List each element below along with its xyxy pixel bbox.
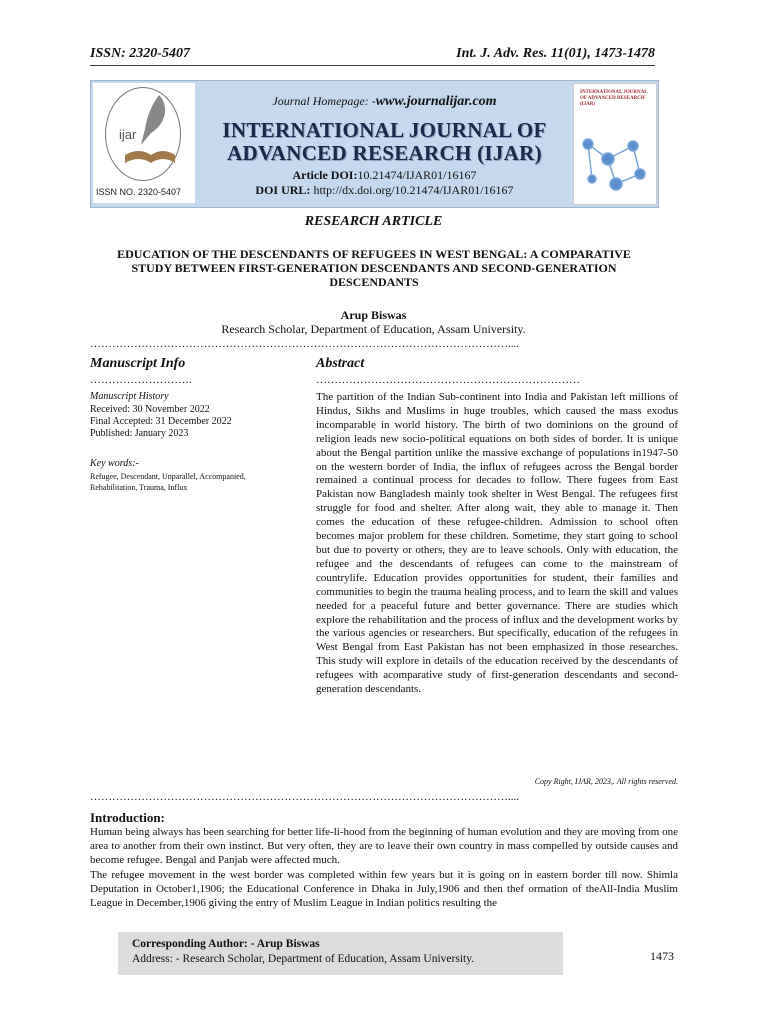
header-rule xyxy=(90,65,655,66)
homepage-label: Journal Homepage: - xyxy=(272,94,376,108)
molecule-icon xyxy=(578,124,652,202)
journal-title-line2: ADVANCED RESEARCH (IJAR) xyxy=(227,141,542,165)
logo-issn: ISSN NO. 2320-5407 xyxy=(96,187,182,197)
separator-top: …………………………………………………………………………………………………….... xyxy=(90,338,519,350)
introduction-heading: Introduction: xyxy=(90,810,165,825)
manuscript-info-heading: Manuscript Info xyxy=(90,356,186,371)
keywords: Refugee, Descendant, Unparallel, Accompanied, Rehabilitation, Trauma, Influx xyxy=(90,472,246,492)
journal-homepage xyxy=(196,94,573,110)
doi-block xyxy=(196,168,573,198)
intro-paragraph-2: The refugee movement in the west border was completed within few years but it is going on in eastern border till now. Shimla Deputation in October1,1906; the Educational Conference in Dhaka in July,1906 and then thef ormation of theAll-India Muslim League in December,1906 giving the entry of Muslim League in Indian politics resulting the xyxy=(90,868,678,910)
author-name: Arup Biswas xyxy=(340,308,407,322)
homepage-link[interactable]: www.journalijar.com xyxy=(375,94,497,109)
page-number: 1473 xyxy=(650,949,674,963)
manuscript-dates xyxy=(90,404,232,440)
journal-title-line1: INTERNATIONAL JOURNAL OF xyxy=(222,118,547,142)
received-date: Received: 30 November 2022 xyxy=(90,404,210,415)
manuscript-dots: ………………………. xyxy=(90,374,192,386)
copyright: Copy Right, IJAR, 2023,. All rights reserved. xyxy=(534,777,678,786)
corresponding-author-box xyxy=(118,932,563,975)
header-issn: ISSN: 2320-5407 xyxy=(90,46,190,61)
abstract-heading: Abstract xyxy=(316,356,365,371)
doi-label: Article DOI: xyxy=(292,168,358,182)
author-affiliation: Research Scholar, Department of Education, Assam University. xyxy=(221,322,526,336)
corresponding-author: Corresponding Author: - Arup Biswas xyxy=(132,938,320,950)
doi-url-link[interactable]: http://dx.doi.org/10.21474/IJAR01/16167 xyxy=(313,183,514,197)
journal-title xyxy=(196,119,573,165)
logo-text: ijar xyxy=(119,127,137,142)
article-type: RESEARCH ARTICLE xyxy=(304,214,443,229)
cover-title: INTERNATIONAL JOURNAL OF ADVANCED RESEARCH (IJAR) xyxy=(580,90,648,107)
doi-url-label: DOI URL: xyxy=(255,183,311,197)
separator-bottom: …………………………………………………………………………………………………….... xyxy=(90,791,519,803)
doi-value: 10.21474/IJAR01/16167 xyxy=(357,168,477,182)
abstract-dots: ……………………………………………………………… xyxy=(316,374,580,386)
published-date: Published: January 2023 xyxy=(90,428,189,439)
abstract-text: The partition of the Indian Sub-continent into India and Pakistan left millions of Hindus, Sikhs and Muslims in huge troubles, which caused the mass exodus incomparable in world history. The birth of two dominions on the ground of religion leads new socio-political equations on both sides of border. It is unique about the Bengal partition unlike the massive exchange of populations in1947-50 on the western border of India, the influx of refugees across the Bengal border remained a continual process for decades to follow. There fugees from East Pakistan now Bangladesh mainly took shelter in West Bengal. The refugees first struggle for food and shelter. After along wait, they able to manage it. Then comes the education of these refugee-children. Admission to school often becomes major problem for these children. Sometime, they start going to school but due to poverty or others, they are to leave schools. Only with education, the refugee and the descendants of refugees can come to the mainstream of countrylife. Education provides opportunities for student, their families and communities to begin the trauma healing process, and to learn the skill and values needed for a peaceful future and better governance. There are studies which explore the rehabilitation and the process of influx and the development works by the various agencies or researchers. But specifically, education of the refugees in West Bengal from East Pakistan has not been emphasized in those researches. This study will explore in details of the education received by the descendants of refugees with acomparative study of first-generation descendants and second-generation descendants. xyxy=(316,391,678,696)
manuscript-history-label: Manuscript History xyxy=(90,391,169,402)
keywords-label: Key words:- xyxy=(90,458,139,469)
address-label: Address: xyxy=(132,953,173,965)
corresponding-address xyxy=(132,953,474,965)
paper-title: EDUCATION OF THE DESCENDANTS OF REFUGEES IN WEST BENGAL: A COMPARATIVE STUDY BETWEEN FIRST-GENERATION DESCENDANTS AND SECOND-GENERATION DESCENDANTS xyxy=(117,247,631,289)
journal-cover-thumbnail xyxy=(573,83,657,205)
accepted-date: Final Accepted: 31 December 2022 xyxy=(90,416,232,427)
introduction-body xyxy=(90,825,678,910)
header-citation: Int. J. Adv. Res. 11(01), 1473-1478 xyxy=(456,46,655,61)
journal-logo xyxy=(93,83,195,203)
address-value: - Research Scholar, Department of Education, Assam University. xyxy=(172,953,475,965)
intro-paragraph-1: Human being always has been searching for better life-li-hood from the beginning of human evolution and they are moving from one area to another from their own instinct. But very often, they are to leave their own country in mass compelled by outside causes and become refugee. Bengal and Panjab were affected much. xyxy=(90,826,678,867)
